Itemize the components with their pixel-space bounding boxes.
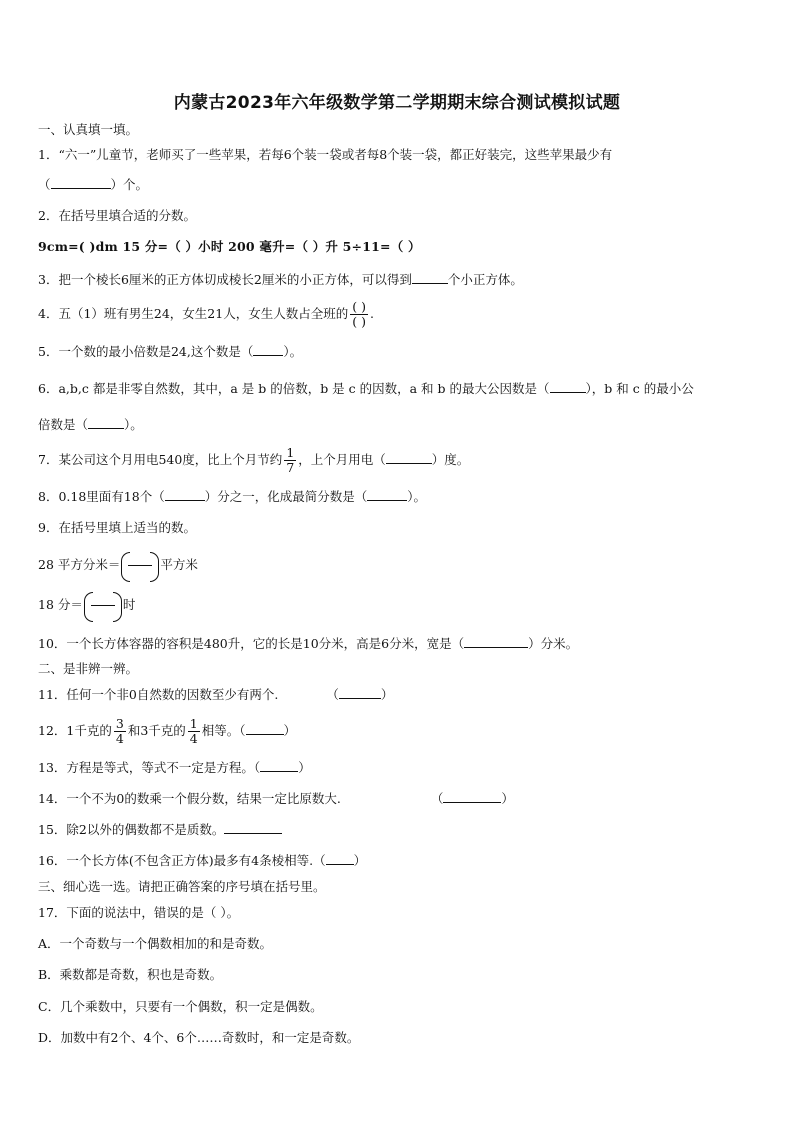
question-13: 13．方程是等式，等式不一定是方程。（ ）: [38, 760, 311, 775]
question-17-option-c[interactable]: C．几个乘数中，只要有一个偶数，积一定是偶数。: [38, 999, 323, 1014]
question-15: [38, 821, 282, 839]
q9a-fraction-blank[interactable]: [121, 552, 159, 580]
q7-text-end: ）度。: [431, 452, 470, 467]
question-2-blanks: 9cm=( )dm 15 分=（ ）小时 200 毫升=（ ）升 5÷11=（ ）: [38, 239, 421, 254]
section-2-heading: 二、是非辨一辨。: [38, 661, 139, 676]
question-5: [38, 343, 302, 361]
section-1-heading: 一、认真填一填。: [38, 122, 139, 137]
q1-close: ）个。: [110, 177, 149, 192]
question-7: [38, 440, 469, 480]
q12-fraction-1: $\frac{3}{4}$: [115, 716, 124, 746]
q7-answer-blank[interactable]: [386, 451, 432, 464]
q3-text-end: 个小正方体。: [447, 272, 523, 287]
q8-text-end: ）。: [407, 489, 426, 504]
q1-answer-blank[interactable]: [51, 176, 111, 189]
q13-answer-blank[interactable]: [260, 759, 298, 772]
q6-text-2: 倍数是（: [38, 417, 89, 432]
question-2: 2．在括号里填合适的分数。: [38, 208, 196, 223]
q8-text: 8．0.18里面有18个（: [38, 489, 165, 504]
q4-fraction[interactable]: [350, 300, 368, 329]
question-1-line-2: [38, 176, 148, 194]
q7-text: 7．某公司这个月用电540度，比上个月节约: [38, 452, 283, 467]
q11-answer-blank[interactable]: [339, 686, 381, 699]
q4-numerator: ( ): [352, 299, 366, 314]
q5-text-end: ）。: [283, 344, 303, 359]
q6-text-mid: ），b 和 c 的最小公: [585, 381, 694, 396]
q12-fraction-2: $\frac{1}{4}$: [189, 716, 198, 746]
section-3-heading: 三、细心选一选。请把正确答案的序号填在括号里。: [38, 879, 326, 894]
q12-answer-blank[interactable]: [246, 722, 284, 735]
question-17: 17．下面的说法中，错误的是（ ）。: [38, 905, 240, 920]
page-title: 内蒙古2023年六年级数学第二学期期末综合测试模拟试题: [173, 93, 621, 113]
q9b-text: 18 分＝: [38, 597, 83, 612]
question-6-line-2: [38, 416, 143, 434]
q14-text: 14．一个不为0的数乘一个假分数，结果一定比原数大.: [38, 791, 341, 806]
q6-answer-blank-2[interactable]: [88, 416, 124, 429]
q4-text: 4．五（1）班有男生24，女生21人，女生人数占全班的: [38, 306, 349, 321]
question-14: 14．一个不为0的数乘一个假分数，结果一定比原数大. （ ）: [38, 791, 514, 806]
q6-text: 6．a,b,c 都是非零自然数，其中，a 是 b 的倍数，b 是 c 的因数，a 和 b 的最大公因数是（: [38, 381, 550, 396]
q8-answer-blank-2[interactable]: [367, 488, 407, 501]
question-17-option-a[interactable]: A．一个奇数与一个偶数相加的和是奇数。: [38, 936, 273, 951]
q12-text: 12．1千克的: [38, 723, 112, 738]
question-9: 9．在括号里填上适当的数。: [38, 520, 196, 535]
q7-denominator: 7: [286, 460, 295, 475]
q9a-text: 28 平方分米＝: [38, 557, 121, 572]
q16-text: 16．一个长方体(不包含正方体)最多有4条棱相等.: [38, 853, 314, 868]
q15-answer-blank[interactable]: [224, 821, 282, 834]
question-9a: [38, 550, 198, 580]
q6-text-end: ）。: [124, 417, 143, 432]
q9b-fraction-blank[interactable]: [84, 592, 122, 620]
question-11: 11．任何一个非0自然数的因数至少有两个. （ ）: [38, 687, 394, 702]
q15-text: 15．除2以外的偶数都不是质数。: [38, 822, 225, 837]
q11-text: 11．任何一个非0自然数的因数至少有两个.: [38, 687, 279, 702]
q12-text-mid: 和3千克的: [127, 723, 186, 738]
q13-text: 13．方程是等式，等式不一定是方程。: [38, 760, 254, 775]
q16-answer-blank[interactable]: [326, 852, 354, 865]
question-17-option-b[interactable]: B．乘数都是奇数，积也是奇数。: [38, 967, 223, 982]
q8-answer-blank-1[interactable]: [165, 488, 205, 501]
q5-text: 5．一个数的最小倍数是24,这个数是（: [38, 344, 254, 359]
q7-text-mid: ，上个月用电（: [298, 452, 386, 467]
question-10: [38, 635, 578, 653]
q9a-unit: 平方米: [160, 557, 198, 572]
q7-fraction: [284, 446, 296, 475]
q7-numerator: 1: [286, 445, 295, 460]
question-12: 12．1千克的 $\frac{3}{4}$ 和3千克的 $\frac{1}{4}$ 相等。（ ）: [38, 716, 297, 746]
q10-text-end: ）分米。: [528, 636, 579, 651]
q4-denominator: ( ): [352, 314, 366, 329]
q14-answer-blank[interactable]: [443, 790, 501, 803]
q5-answer-blank[interactable]: [253, 343, 283, 356]
question-3: [38, 271, 523, 289]
question-6-line-1: [38, 380, 694, 398]
q3-text: 3．把一个棱长6厘米的正方体切成棱长2厘米的小正方体，可以得到: [38, 272, 412, 287]
q3-answer-blank[interactable]: [412, 271, 448, 284]
question-9b: [38, 590, 135, 620]
q4-text-end: .: [369, 306, 374, 321]
q10-answer-blank[interactable]: [464, 635, 528, 648]
question-4: [38, 297, 374, 331]
question-1-line-1: 1．“六一”儿童节，老师买了一些苹果，若每6个装一袋或者每8个装一袋，都正好装完，这些苹果最少有: [38, 147, 613, 162]
question-16: 16．一个长方体(不包含正方体)最多有4条棱相等.（ ）: [38, 853, 367, 868]
question-17-option-d[interactable]: D．加数中有2个、4个、6个……奇数时，和一定是奇数。: [38, 1030, 360, 1045]
q10-text: 10．一个长方体容器的容积是480升，它的长是10分米，高是6分米，宽是（: [38, 636, 465, 651]
q1-open: （: [38, 177, 51, 192]
q6-answer-blank-1[interactable]: [550, 380, 586, 393]
q12-text-end: 相等。: [201, 723, 240, 738]
q9b-unit: 时: [122, 597, 136, 612]
question-8: [38, 488, 426, 506]
q8-text-mid: ）分之一，化成最简分数是（: [204, 489, 368, 504]
